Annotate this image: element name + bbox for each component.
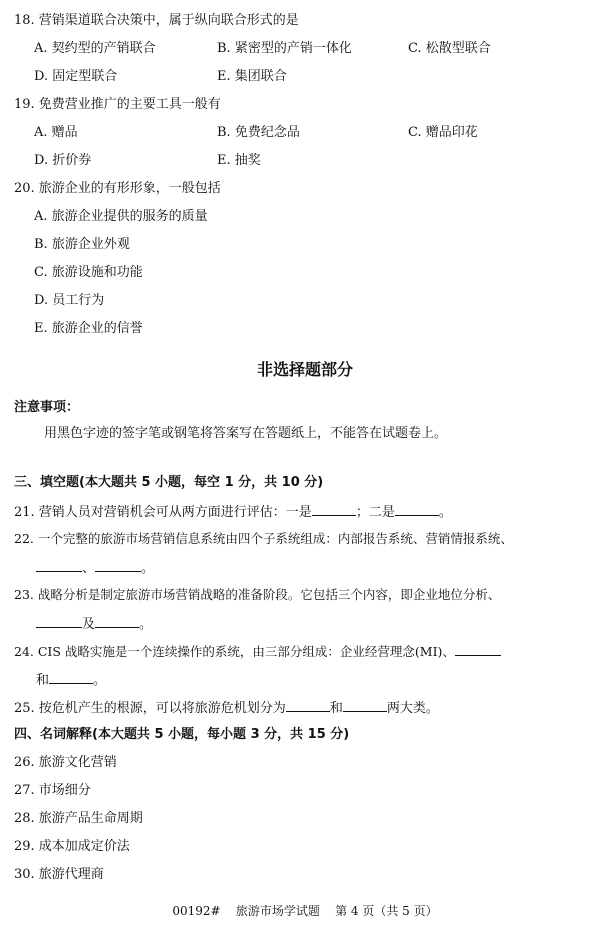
q18-option-a: A. 契约型的产销联合 — [34, 41, 156, 56]
q18-option-e: E. 集团联合 — [217, 69, 287, 84]
q23-end: 。 — [139, 617, 153, 632]
q22-end: 。 — [141, 561, 155, 576]
q21-text-b: ；二是 — [355, 505, 395, 520]
part3-heading: 三、填空题(本大题共 5 小题，每空 1 分，共 10 分) — [14, 475, 324, 490]
q23-blank-2[interactable] — [95, 615, 139, 628]
q22-sep: 、 — [82, 561, 96, 576]
q18-option-d: D. 固定型联合 — [34, 69, 118, 84]
q18-option-c: C. 松散型联合 — [408, 41, 491, 56]
q25-blank-1[interactable] — [286, 699, 330, 712]
question-28: 28. 旅游产品生命周期 — [14, 811, 143, 826]
q19-option-b: B. 免费纪念品 — [217, 125, 300, 140]
q25-text-c: 两大类。 — [386, 701, 439, 716]
q21-blank-2[interactable] — [395, 503, 439, 516]
q24-end: 。 — [93, 673, 107, 688]
q20-option-a: A. 旅游企业提供的服务的质量 — [34, 209, 208, 224]
question-24-line1 — [14, 643, 501, 660]
question-19-stem: 19. 免费营业推广的主要工具一般有 — [14, 97, 221, 112]
question-22-line1: 22. 一个完整的旅游市场营销信息系统由四个子系统组成：内部报告系统、营销情报系统、 — [14, 531, 513, 546]
page-footer: 00192# 旅游市场学试题 第 4 页（共 5 页） — [172, 904, 438, 918]
question-25 — [14, 699, 439, 717]
q24-and: 和 — [36, 673, 50, 688]
q23-blank-1[interactable] — [36, 615, 82, 628]
q19-option-d: D. 折价券 — [34, 153, 92, 168]
question-23-line2 — [14, 615, 152, 633]
question-20-stem: 20. 旅游企业的有形形象，一般包括 — [14, 181, 221, 196]
question-29: 29. 成本加成定价法 — [14, 839, 130, 854]
q24-blank-2[interactable] — [49, 671, 93, 684]
question-21 — [14, 503, 452, 521]
q19-option-c: C. 赠品印花 — [408, 125, 478, 140]
q24-text: 24. CIS 战略实施是一个连续操作的系统，由三部分组成：企业经营理念(MI)、 — [14, 644, 455, 659]
q19-option-a: A. 赠品 — [34, 125, 78, 140]
question-23-line1: 23. 战略分析是制定旅游市场营销战略的准备阶段。它包括三个内容，即企业地位分析、 — [14, 587, 501, 602]
q23-sep: 及 — [82, 617, 96, 632]
q20-option-c: C. 旅游设施和功能 — [34, 265, 143, 280]
q22-blank-2[interactable] — [95, 559, 141, 572]
q18-option-b: B. 紧密型的产销一体化 — [217, 41, 352, 56]
part4-heading: 四、名词解释(本大题共 5 小题，每小题 3 分，共 15 分) — [14, 727, 350, 742]
q21-text-c: 。 — [438, 505, 452, 520]
q22-blank-1[interactable] — [36, 559, 82, 572]
question-22-line2 — [14, 559, 154, 577]
q25-blank-2[interactable] — [343, 699, 387, 712]
q20-option-b: B. 旅游企业外观 — [34, 237, 130, 252]
q19-option-e: E. 抽奖 — [217, 153, 261, 168]
question-24-line2 — [14, 671, 106, 689]
q20-option-e: E. 旅游企业的信誉 — [34, 321, 143, 336]
question-18-stem: 18. 营销渠道联合决策中，属于纵向联合形式的是 — [14, 13, 299, 28]
q21-text-a: 21. 营销人员对营销机会可从两方面进行评估：一是 — [14, 505, 312, 520]
question-27: 27. 市场细分 — [14, 783, 91, 798]
q21-blank-1[interactable] — [312, 503, 356, 516]
section-title: 非选择题部分 — [256, 360, 353, 379]
q25-text-a: 25. 按危机产生的根源，可以将旅游危机划分为 — [14, 701, 286, 716]
q25-text-b: 和 — [329, 701, 343, 716]
q24-blank-1[interactable] — [455, 643, 501, 656]
question-30: 30. 旅游代理商 — [14, 867, 104, 882]
notice-text: 用黑色字迹的签字笔或钢笔将答案写在答题纸上，不能答在试题卷上。 — [44, 426, 448, 441]
notice-heading: 注意事项： — [14, 400, 80, 415]
question-26: 26. 旅游文化营销 — [14, 755, 117, 770]
q20-option-d: D. 员工行为 — [34, 293, 105, 308]
